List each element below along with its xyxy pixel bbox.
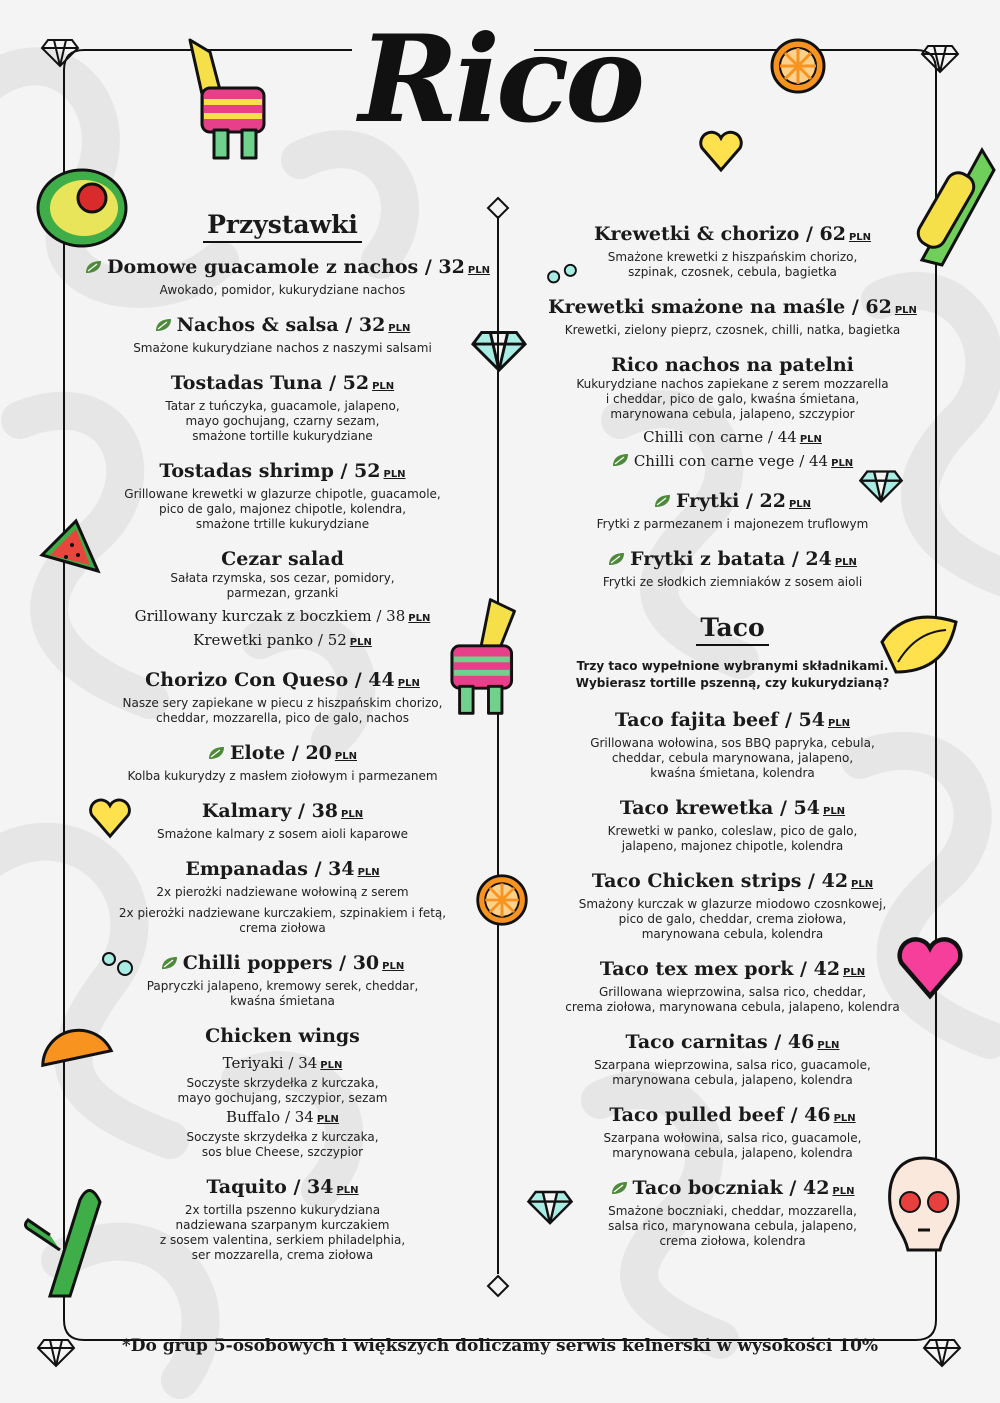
item-description [85, 696, 480, 726]
description-line: cheddar, mozzarella, pico de galo, nachos [156, 711, 409, 725]
item-price: / 42 [801, 870, 849, 892]
vege-leaf-icon [654, 494, 671, 508]
item-description [520, 897, 945, 942]
item-name: Kalmary [201, 800, 292, 822]
description-line: Awokado, pomidor, kukurydziane nachos [159, 283, 406, 297]
item-name: Taco Chicken strips [591, 870, 802, 892]
item-price: / 46 [783, 1104, 831, 1126]
menu-item [520, 222, 945, 280]
description-line: Szarpana wołowina, salsa rico, guacamole, [603, 1131, 862, 1145]
menu-item-title [85, 1175, 480, 1203]
description-line: Grillowane krewetki w glazurze chipotle, guacamole, [124, 487, 441, 501]
heart-icon [696, 126, 746, 176]
menu-item-title [85, 255, 490, 283]
item-description [520, 575, 945, 590]
menu-item-title [85, 371, 480, 399]
menu-sub-option [85, 606, 480, 629]
item-name: Taco carnitas [625, 1031, 768, 1053]
description-line: Kolba kukurydzy z masłem ziołowym i parmezanem [127, 769, 438, 783]
item-description [85, 827, 480, 842]
appetizers-column [85, 210, 490, 1278]
vege-leaf-icon [161, 956, 178, 970]
item-name: Tostadas shrimp [159, 460, 334, 482]
currency-label: PLN [851, 879, 874, 890]
item-name: Krewetki panko [193, 631, 314, 649]
currency-label: PLN [831, 458, 854, 469]
description-line: Soczyste skrzydełka z kurczaka, [186, 1130, 379, 1144]
item-description [85, 885, 480, 936]
description-line: pico de galo, majonez chipotle, kolendra, [158, 502, 407, 516]
vege-leaf-icon [612, 453, 629, 467]
menu-item-title [520, 222, 945, 250]
item-description [520, 736, 945, 781]
description-line: smażone trtille kukurydziane [195, 517, 370, 531]
description-line: Papryczki jalapeno, kremowy serek, cheddar, [146, 979, 419, 993]
item-price: / 44 [348, 669, 395, 691]
item-name: Chorizo Con Queso [145, 669, 349, 691]
menu-item-title [85, 799, 480, 827]
item-description [85, 769, 480, 784]
item-description [520, 1058, 945, 1088]
description-line: 2x pierożki nadziewane wołowiną z serem [156, 885, 409, 899]
description-line: szpinak, czosnek, cebula, bagietka [628, 265, 837, 279]
menu-sub-option [85, 630, 480, 653]
menu-item-title [520, 1030, 945, 1058]
item-price: / 34 [280, 1108, 314, 1126]
taco-list [520, 708, 945, 1249]
item-name: Teriyaki [222, 1054, 284, 1072]
menu-item [85, 799, 480, 842]
currency-label: PLN [822, 806, 846, 817]
currency-label: PLN [832, 1186, 855, 1197]
currency-label: PLN [467, 265, 490, 276]
menu-item-title [85, 668, 480, 696]
item-description [520, 323, 945, 338]
orange-slice-icon [768, 36, 828, 96]
menu-item-title [520, 547, 945, 575]
item-name: Taco krewetka [619, 797, 774, 819]
description-line: Krewetki w panko, coleslaw, pico de galo, [607, 824, 858, 838]
menu-item-title [520, 708, 945, 736]
item-price: / 54 [773, 797, 820, 819]
description-line: Smażone kukurydziane nachos z naszymi salsami [133, 341, 432, 355]
currency-label: PLN [334, 751, 357, 762]
item-price: / 34 [286, 1176, 334, 1198]
diamond-corner-icon [920, 36, 960, 76]
item-price: / 34 [307, 858, 355, 880]
menu-item [520, 1103, 945, 1161]
menu-item-title [85, 547, 480, 571]
description-line: smażone tortille kukurydziane [192, 429, 373, 443]
item-price: / 38 [371, 607, 406, 625]
currency-label: PLN [843, 967, 866, 978]
menu-item [85, 1024, 480, 1160]
menu-item-title [85, 857, 480, 885]
currency-label: PLN [349, 637, 372, 648]
item-description [520, 824, 945, 854]
menu-item [85, 313, 480, 356]
description-line: Szarpana wieprzowina, salsa rico, guacamole, [594, 1058, 871, 1072]
item-description [85, 979, 480, 1009]
description-line: ser mozzarella, crema ziołowa [191, 1248, 374, 1262]
menu-item [85, 857, 480, 936]
menu-item [85, 668, 480, 726]
item-name: Nachos & salsa [176, 314, 339, 336]
item-description [85, 1203, 480, 1263]
item-name: Empanadas [185, 858, 308, 880]
item-name: Tostadas Tuna [170, 372, 323, 394]
description-line: kwaśna śmietana [230, 994, 335, 1008]
item-price: / 38 [291, 800, 339, 822]
description-line: Smażone boczniaki, cheddar, mozzarella, [608, 1204, 857, 1218]
section-title-przystawki: Przystawki [203, 210, 362, 243]
menu-item [520, 708, 945, 781]
service-charge-note: *Do grup 5-osobowych i większych doliczamy serwis kelnerski w wysokości 10% [121, 1336, 879, 1356]
item-price: / 42 [782, 1177, 830, 1199]
menu-sub-option [85, 1107, 480, 1130]
description-line: Tatar z tuńczyka, guacamole, jalapeno, [165, 399, 400, 413]
menu-item [85, 547, 480, 653]
item-description [520, 985, 945, 1015]
description-line: 2x tortilla pszenno kukurydziana [184, 1203, 381, 1217]
item-description [520, 250, 945, 280]
description-line: Soczyste skrzydełka z kurczaka, [186, 1076, 379, 1090]
item-name: Domowe guacamole z nachos [107, 256, 419, 278]
description-line: jalapeno, majonez chipotle, kolendra [621, 839, 844, 853]
currency-label: PLN [817, 1040, 840, 1051]
description-line: Smażone kalmary z sosem aioli kaparowe [156, 827, 409, 841]
item-name: Taco boczniak [632, 1177, 783, 1199]
menu-item [85, 951, 480, 1009]
item-price: / 34 [283, 1054, 318, 1072]
item-price: / 20 [285, 742, 332, 764]
description-line: crema ziołowa [239, 921, 326, 935]
menu-item [85, 371, 480, 444]
item-description [520, 1131, 945, 1161]
currency-label: PLN [382, 961, 405, 972]
currency-label: PLN [336, 1185, 359, 1196]
item-description [85, 283, 480, 298]
menu-item [520, 1176, 945, 1249]
menu-item [520, 1030, 945, 1088]
currency-label: PLN [341, 809, 364, 820]
item-price: / 52 [313, 631, 347, 649]
item-price: / 54 [778, 709, 825, 731]
item-name: Rico nachos na patelni [611, 354, 854, 376]
description-line: kwaśna śmietana, kolendra [650, 766, 815, 780]
description-line: mayo gochujang, czarny sezam, [185, 414, 380, 428]
menu-item [520, 489, 945, 532]
item-description [85, 487, 480, 532]
description-line: marynowana cebula, jalapeno, kolendra [612, 1146, 853, 1160]
item-name: Taco pulled beef [609, 1104, 784, 1126]
item-name: Chilli con carne [643, 428, 764, 446]
description-line: i cheddar, pico de galo, kwaśna śmietana, [605, 392, 860, 406]
description-line: Frytki ze słodkich ziemniaków z sosem aioli [602, 575, 863, 589]
currency-label: PLN [320, 1060, 343, 1071]
menu-item-title [85, 951, 480, 979]
item-price: / 22 [739, 490, 786, 512]
item-description [520, 377, 945, 422]
menu-item [520, 547, 945, 590]
item-description [520, 1204, 945, 1249]
item-price: / 62 [845, 296, 892, 318]
currency-label: PLN [799, 434, 822, 445]
item-price: / 44 [794, 452, 829, 470]
description-line: Grillowana wieprzowina, salsa rico, cheddar, [598, 985, 867, 999]
menu-item-title [85, 313, 480, 341]
taco-note [520, 658, 945, 692]
item-name: Chilli con carne vege [633, 452, 795, 470]
currency-label: PLN [357, 867, 380, 878]
vege-leaf-icon [611, 1181, 628, 1195]
description-line: 2x pierożki nadziewane kurczakiem, szpinakiem i fetą, [118, 906, 447, 920]
item-description [85, 571, 480, 601]
vege-leaf-icon [155, 318, 172, 332]
menu-item [520, 295, 945, 338]
item-name: Taco tex mex pork [599, 958, 794, 980]
menu-item [520, 353, 945, 474]
vege-leaf-icon [608, 552, 625, 566]
vege-leaf-icon [208, 746, 225, 760]
description-line: crema ziołowa, kolendra [659, 1234, 806, 1248]
item-name: Grillowany kurczak z boczkiem [134, 607, 372, 625]
menu-item-title [520, 796, 945, 824]
description-line: marynowana cebula, jalapeno, kolendra [612, 1073, 853, 1087]
item-name: Elote [230, 742, 286, 764]
taco-note-line: Trzy taco wypełnione wybranymi składnikami. [576, 659, 889, 673]
currency-label: PLN [834, 557, 857, 568]
description-line: mayo gochujang, szczypior, sezam [177, 1091, 388, 1105]
item-price: / 52 [322, 372, 370, 394]
description-line: salsa rico, marynowana cebula, jalapeno, [608, 1219, 857, 1233]
item-name: Chicken wings [205, 1025, 360, 1047]
menu-item [85, 459, 480, 532]
item-price: / 42 [793, 958, 841, 980]
description-line: Smażone krewetki z hiszpańskim chorizo, [607, 250, 858, 264]
menu-item-title [520, 353, 945, 377]
menu-item-title [520, 957, 945, 985]
description-line: Sałata rzymska, sos cezar, pomidory, [170, 571, 395, 585]
menu-item [85, 741, 480, 784]
diamond-corner-icon [40, 30, 80, 70]
currency-label: PLN [408, 613, 431, 624]
item-price: / 46 [767, 1031, 815, 1053]
currency-label: PLN [848, 232, 872, 243]
menu-item [85, 255, 490, 298]
section-title-taco: Taco [696, 613, 768, 646]
menu-item-title [85, 741, 480, 769]
description-line: Krewetki, zielony pieprz, czosnek, chilli, natka, bagietka [564, 323, 901, 337]
description-line: sos blue Cheese, szczypior [201, 1145, 364, 1159]
description-line: marynowana cebula, kolendra [641, 927, 824, 941]
item-price: / 44 [763, 428, 797, 446]
menu-item [520, 796, 945, 854]
item-name: Krewetki smażone na maśle [548, 296, 846, 318]
description-line: Nasze sery zapiekane w piecu z hiszpańskim chorizo, [122, 696, 443, 710]
item-price: / 32 [338, 314, 386, 336]
item-name: Taco fajita beef [614, 709, 779, 731]
item-price: / 24 [785, 548, 832, 570]
description-line: z sosem valentina, serkiem philadelphia, [159, 1233, 406, 1247]
menu-item [85, 1175, 480, 1263]
menu-sub-option [85, 1053, 480, 1076]
menu-item-title [520, 295, 945, 323]
menu-item-title [520, 1103, 945, 1131]
item-name: Taquito [206, 1176, 287, 1198]
menu-item-title [85, 459, 480, 487]
menu-item [520, 869, 945, 942]
item-name: Chilli poppers [182, 952, 333, 974]
currency-label: PLN [833, 1113, 856, 1124]
hot-dishes-list [520, 222, 945, 590]
item-description [85, 399, 480, 444]
menu-sub-option [520, 427, 945, 450]
item-price: / 62 [799, 223, 846, 245]
item-description [85, 1130, 480, 1160]
description-line: Kukurydziane nachos zapiekane z serem mozzarella [576, 377, 889, 391]
menu-item-title [520, 869, 945, 897]
currency-label: PLN [383, 469, 406, 480]
item-name: Cezar salad [221, 548, 344, 570]
menu-item-title [85, 1024, 480, 1048]
mains-column [520, 222, 945, 1264]
description-line: crema ziołowa, marynowana cebula, jalapeno, kolendra [565, 1000, 900, 1014]
description-line: Smażony kurczak w glazurze miodowo czosnkowej, [578, 897, 887, 911]
taco-note-line: Wybierasz tortille pszenną, czy kukurydzianą? [575, 676, 890, 690]
menu-sub-option [520, 451, 945, 474]
menu-item-title [520, 1176, 945, 1204]
item-name: Krewetki & chorizo [593, 223, 800, 245]
currency-label: PLN [372, 381, 395, 392]
currency-label: PLN [827, 718, 851, 729]
currency-label: PLN [894, 305, 917, 316]
rico-logo: Rico [358, 9, 642, 150]
menu-item [520, 957, 945, 1015]
item-price: / 32 [418, 256, 465, 278]
description-line: cheddar, cebula marynowana, jalapeno, [611, 751, 854, 765]
description-line: parmezan, grzanki [226, 586, 339, 600]
pinata-icon [180, 30, 275, 165]
item-description [520, 517, 945, 532]
currency-label: PLN [388, 323, 411, 334]
item-name: Frytki [675, 490, 740, 512]
vege-leaf-icon [85, 260, 102, 274]
description-line: pico de galo, cheddar, crema ziołowa, [618, 912, 847, 926]
currency-label: PLN [397, 678, 420, 689]
appetizers-list [85, 255, 490, 1263]
menu-item-title [520, 489, 945, 517]
currency-label: PLN [788, 499, 812, 510]
description-line: Frytki z parmezanem i majonezem truflowym [596, 517, 869, 531]
item-name: Frytki z batata [630, 548, 786, 570]
item-price: / 52 [333, 460, 381, 482]
item-description [85, 1076, 480, 1106]
item-price: / 30 [332, 952, 380, 974]
item-description [85, 341, 480, 356]
currency-label: PLN [316, 1114, 339, 1125]
description-line: marynowana cebula, jalapeno, szczypior [610, 407, 855, 421]
description-line: nadziewana szarpanym kurczakiem [175, 1218, 390, 1232]
description-line: Grillowana wołowina, sos BBQ papryka, cebula, [590, 736, 875, 750]
item-name: Buffalo [226, 1108, 281, 1126]
